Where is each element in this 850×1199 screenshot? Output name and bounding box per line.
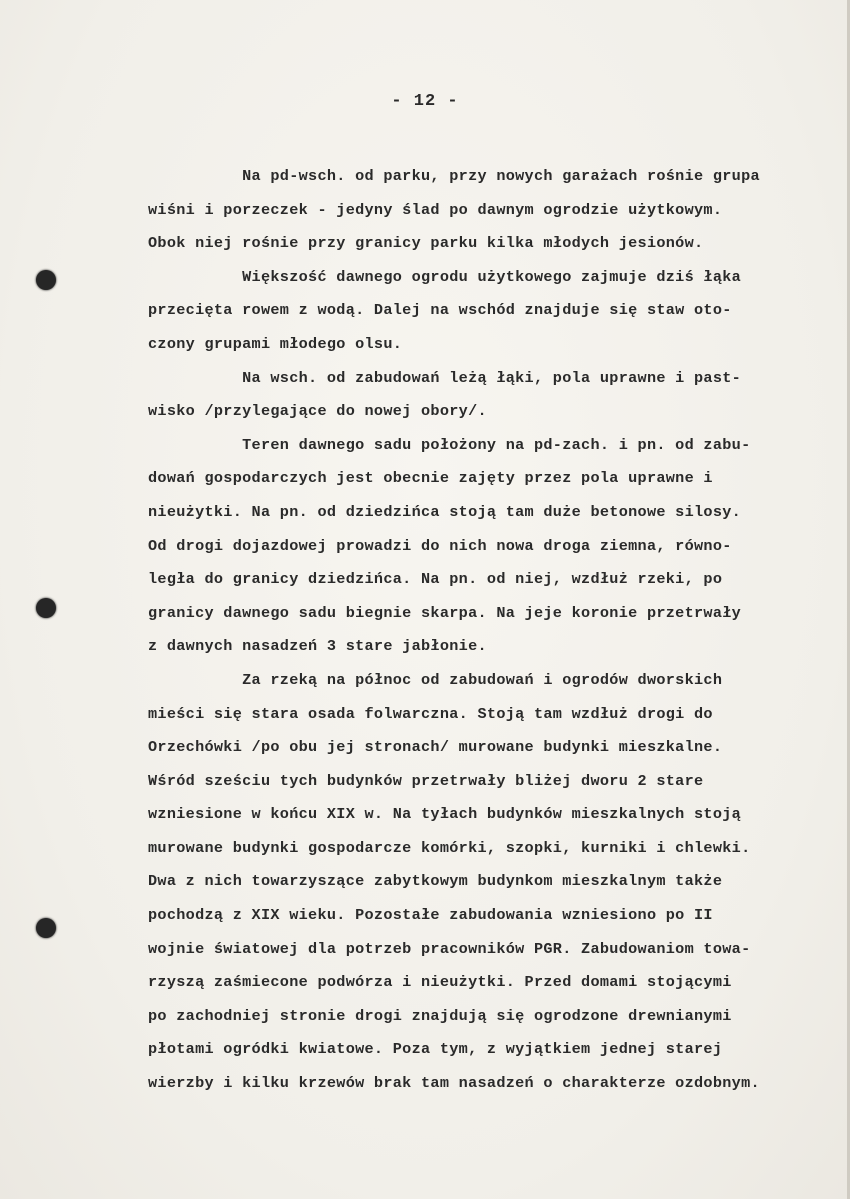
text-line: granicy dawnego sadu biegnie skarpa. Na jeje koronie przetrwały xyxy=(148,603,742,622)
text-line: mieści się stara osada folwarczna. Stoją tam wzdłuż drogi do xyxy=(148,704,713,723)
text-line: Od drogi dojazdowej prowadzi do nich nowa droga ziemna, równo- xyxy=(148,536,732,555)
text-line: wzniesione w końcu XIX w. Na tyłach budynków mieszkalnych stoją xyxy=(148,805,742,824)
text-line: rzyszą zaśmiecone podwórza i nieużytki. Przed domami stojącymi xyxy=(148,973,732,992)
text-line: murowane budynki gospodarcze komórki, szopki, kurniki i chlewki. xyxy=(148,838,751,857)
text-line: po zachodniej stronie drogi znajdują się ogrodzone drewnianymi xyxy=(148,1006,732,1025)
text-line: Większość dawnego ogrodu użytkowego zajmuje dziś łąka xyxy=(148,267,742,286)
typed-body-text xyxy=(148,160,838,1101)
text-line: Obok niej rośnie przy granicy parku kilka młodych jesionów. xyxy=(148,234,704,253)
text-line: Za rzeką na północ od zabudowań i ogrodów dworskich xyxy=(148,670,723,689)
text-line: wojnie światowej dla potrzeb pracowników PGR. Zabudowaniom towa- xyxy=(148,939,751,958)
text-line: Orzechówki /po obu jej stronach/ murowane budynki mieszkalne. xyxy=(148,738,723,757)
punch-hole-top xyxy=(36,270,56,290)
text-line: wiśni i porzeczek - jedyny ślad po dawnym ogrodzie użytkowym. xyxy=(148,200,723,219)
text-line: Wśród sześciu tych budynków przetrwały bliżej dworu 2 stare xyxy=(148,771,704,790)
punch-hole-bottom xyxy=(36,918,56,938)
text-line: czony grupami młodego olsu. xyxy=(148,334,403,353)
text-line: przecięta rowem z wodą. Dalej na wschód znajduje się staw oto- xyxy=(148,301,732,320)
text-line: legła do granicy dziedzińca. Na pn. od niej, wzdłuż rzeki, po xyxy=(148,570,723,589)
text-line: nieużytki. Na pn. od dziedzińca stoją tam duże betonowe silosy. xyxy=(148,502,742,521)
text-line: dowań gospodarczych jest obecnie zajęty przez pola uprawne i xyxy=(148,469,713,488)
text-line: z dawnych nasadzeń 3 stare jabłonie. xyxy=(148,637,487,656)
text-line: płotami ogródki kwiatowe. Poza tym, z wyjątkiem jednej starej xyxy=(148,1040,723,1059)
text-line: Teren dawnego sadu położony na pd-zach. i pn. od zabu- xyxy=(148,435,751,454)
text-line: Na wsch. od zabudowań leżą łąki, pola uprawne i past- xyxy=(148,368,742,387)
text-line: pochodzą z XIX wieku. Pozostałe zabudowania wzniesiono po II xyxy=(148,906,713,925)
text-line: wierzby i kilku krzewów brak tam nasadzeń o charakterze ozdobnym. xyxy=(148,1074,760,1093)
punch-hole-middle xyxy=(36,598,56,618)
text-line: Dwa z nich towarzyszące zabytkowym budynkom mieszkalnym także xyxy=(148,872,723,891)
text-line: wisko /przylegające do nowej obory/. xyxy=(148,402,487,421)
text-line: Na pd-wsch. od parku, przy nowych garażach rośnie grupa xyxy=(148,167,760,185)
page-number: - 12 - xyxy=(391,92,459,111)
